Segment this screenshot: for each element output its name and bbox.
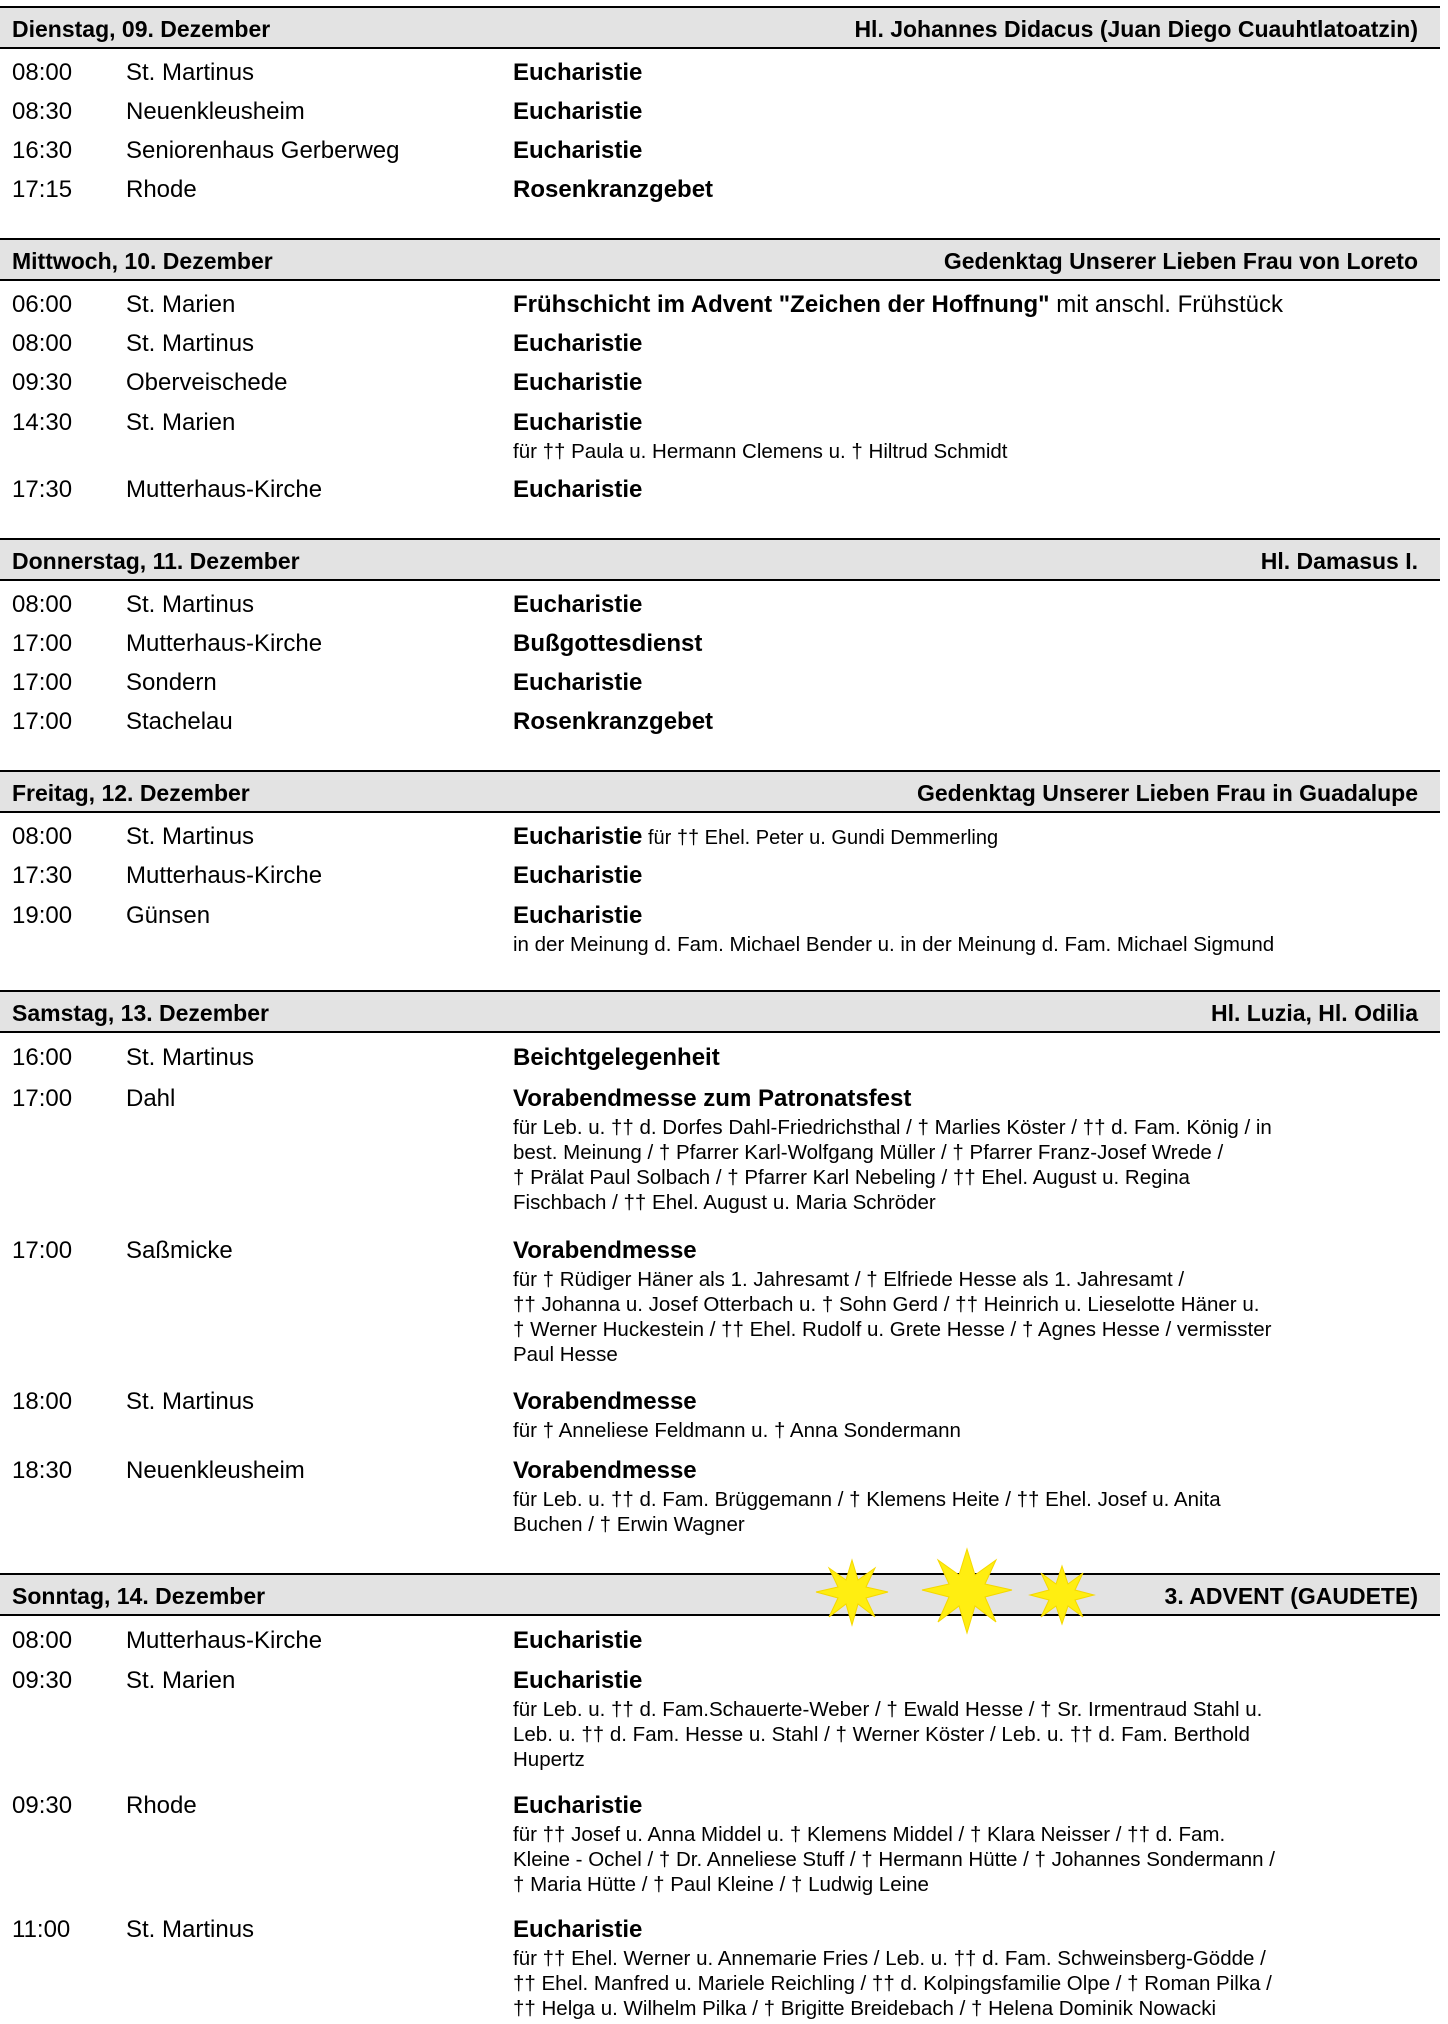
- note-line: für †† Paula u. Hermann Clemens u. † Hiltrud Schmidt: [513, 440, 1008, 463]
- service-place: Neuenkleusheim: [126, 1457, 305, 1484]
- service-note: [513, 1487, 1433, 1537]
- service-time: 17:00: [12, 669, 73, 696]
- service-time: 06:00: [12, 291, 73, 318]
- service-note: [513, 1418, 1433, 1443]
- service-place: Mutterhaus-Kirche: [126, 1627, 323, 1654]
- day-date: Samstag, 13. Dezember: [12, 1000, 269, 1026]
- day-friday: [0, 770, 1440, 813]
- service-title: Eucharistie: [513, 1792, 643, 1819]
- service-time: 17:30: [12, 862, 73, 889]
- service-title: Bußgottesdienst: [513, 630, 703, 657]
- service-place: St. Martinus: [126, 823, 255, 850]
- service-place: Oberveischede: [126, 369, 288, 396]
- day-header: [0, 1573, 1440, 1616]
- day-feast: Hl. Johannes Didacus (Juan Diego Cuauhtlatoatzin): [854, 16, 1418, 42]
- day-thursday: [0, 538, 1440, 581]
- note-line: für †† Ehel. Werner u. Annemarie Fries / Leb. u. †† d. Fam. Schweinsberg-Gödde /: [513, 1947, 1266, 1970]
- service-note: [513, 1946, 1433, 2021]
- service-title: Vorabendmesse: [513, 1388, 697, 1415]
- service-time: 17:00: [12, 708, 73, 735]
- service-title: Eucharistie: [513, 1667, 643, 1694]
- day-feast: Hl. Luzia, Hl. Odilia: [1210, 1000, 1418, 1026]
- service-title: Eucharistie: [513, 98, 643, 125]
- day-date: Donnerstag, 11. Dezember: [12, 548, 300, 574]
- note-line: für Leb. u. †† d. Fam.Schauerte-Weber / † Ewald Hesse / † Sr. Irmentraud Stahl u.: [513, 1698, 1263, 1721]
- service-note: [513, 1267, 1433, 1367]
- day-date: Dienstag, 09. Dezember: [12, 16, 271, 42]
- service-title-extra: mit anschl. Frühstück: [1049, 291, 1283, 318]
- service-time: 17:00: [12, 1085, 73, 1112]
- note-line: für †† Josef u. Anna Middel u. † Klemens Middel / † Klara Neisser / †† d. Fam.: [513, 1823, 1226, 1846]
- service-title: Rosenkranzgebet: [513, 708, 714, 735]
- service-title-text: Frühschicht im Advent "Zeichen der Hoffnung": [513, 291, 1050, 318]
- service-title-text: Eucharistie: [513, 823, 643, 850]
- day-date: Freitag, 12. Dezember: [12, 780, 250, 806]
- service-note: [513, 1115, 1433, 1215]
- service-time: 17:00: [12, 630, 73, 657]
- note-line: für † Rüdiger Häner als 1. Jahresamt / † Elfriede Hesse als 1. Jahresamt /: [513, 1268, 1185, 1291]
- service-time: 08:30: [12, 98, 73, 125]
- note-line: †† Helga u. Wilhelm Pilka / † Brigitte Breidebach / † Helena Dominik Nowacki: [513, 1997, 1217, 2020]
- service-time: 09:30: [12, 1667, 73, 1694]
- service-place: Seniorenhaus Gerberweg: [126, 137, 400, 164]
- note-line: in der Meinung d. Fam. Michael Bender u. in der Meinung d. Fam. Michael Sigmund: [513, 933, 1275, 956]
- day-wednesday: [0, 238, 1440, 281]
- day-header: [0, 6, 1440, 49]
- service-time: 18:00: [12, 1388, 73, 1415]
- service-title: Eucharistie: [513, 669, 643, 696]
- note-line: †† Ehel. Manfred u. Mariele Reichling / †† d. Kolpingsfamilie Olpe / † Roman Pilka /: [513, 1972, 1272, 1995]
- day-feast: 3. ADVENT (GAUDETE): [1164, 1583, 1418, 1609]
- service-title: Beichtgelegenheit: [513, 1044, 720, 1071]
- note-line: Kleine - Ochel / † Dr. Anneliese Stuff / † Hermann Hütte / † Johannes Sondermann /: [513, 1848, 1275, 1871]
- day-sunday: [0, 1573, 1440, 1616]
- note-line: best. Meinung / † Pfarrer Karl-Wolfgang Müller / † Pfarrer Franz-Josef Wrede /: [513, 1141, 1224, 1164]
- service-title: [513, 291, 1433, 319]
- service-time: 09:30: [12, 1792, 73, 1819]
- service-time: 11:00: [12, 1916, 71, 1943]
- day-tuesday: [0, 6, 1440, 49]
- day-feast: Gedenktag Unserer Lieben Frau in Guadalupe: [916, 780, 1418, 806]
- service-title: Vorabendmesse: [513, 1457, 697, 1484]
- note-line: † Prälat Paul Solbach / † Pfarrer Karl Nebeling / †† Ehel. August u. Regina: [513, 1166, 1190, 1189]
- service-time: 08:00: [12, 591, 73, 618]
- day-header: [0, 538, 1440, 581]
- note-line: Hupertz: [513, 1748, 585, 1771]
- service-place: Mutterhaus-Kirche: [126, 862, 323, 889]
- service-title: Eucharistie: [513, 137, 643, 164]
- service-place: Neuenkleusheim: [126, 98, 305, 125]
- service-time: 08:00: [12, 59, 73, 86]
- service-place: St. Marien: [126, 291, 236, 318]
- note-line: für Leb. u. †† d. Dorfes Dahl-Friedrichsthal / † Marlies Köster / †† d. Fam. König / in: [513, 1116, 1272, 1139]
- service-place: St. Martinus: [126, 1916, 255, 1943]
- service-place: Dahl: [126, 1085, 176, 1112]
- day-header: [0, 990, 1440, 1033]
- service-note: [513, 439, 1433, 464]
- service-place: St. Martinus: [126, 591, 255, 618]
- service-title: [513, 823, 1433, 852]
- service-title: Eucharistie: [513, 330, 643, 357]
- service-title: Eucharistie: [513, 1627, 643, 1654]
- service-time: 08:00: [12, 1627, 73, 1654]
- service-place: St. Marien: [126, 409, 236, 436]
- service-time: 17:00: [12, 1237, 73, 1264]
- service-time: 16:00: [12, 1044, 73, 1071]
- day-saturday: [0, 990, 1440, 1033]
- service-title: Eucharistie: [513, 369, 643, 396]
- service-note: [513, 932, 1433, 957]
- service-time: 17:30: [12, 476, 73, 503]
- note-line: † Werner Huckestein / †† Ehel. Rudolf u. Grete Hesse / † Agnes Hesse / vermisster: [513, 1318, 1272, 1341]
- note-line: †† Johanna u. Josef Otterbach u. † Sohn Gerd / †† Heinrich u. Lieselotte Häner u.: [513, 1293, 1260, 1316]
- service-time: 17:15: [12, 176, 73, 203]
- service-title-extra: für †† Ehel. Peter u. Gundi Demmerling: [642, 827, 999, 849]
- service-title: Eucharistie: [513, 591, 643, 618]
- service-title: Vorabendmesse zum Patronatsfest: [513, 1085, 912, 1112]
- service-place: Rhode: [126, 176, 197, 203]
- day-header: [0, 770, 1440, 813]
- note-line: Leb. u. †† d. Fam. Hesse u. Stahl / † Werner Köster / Leb. u. †† d. Fam. Berthold: [513, 1723, 1250, 1746]
- service-time: 18:30: [12, 1457, 73, 1484]
- service-title: Rosenkranzgebet: [513, 176, 714, 203]
- service-time: 09:30: [12, 369, 73, 396]
- service-time: 16:30: [12, 137, 73, 164]
- day-feast: Gedenktag Unserer Lieben Frau von Loreto: [943, 248, 1418, 274]
- day-date: Mittwoch, 10. Dezember: [12, 248, 273, 274]
- note-line: Paul Hesse: [513, 1343, 618, 1366]
- service-place: St. Marien: [126, 1667, 236, 1694]
- service-place: St. Martinus: [126, 1044, 255, 1071]
- service-place: St. Martinus: [126, 59, 255, 86]
- service-title: Vorabendmesse: [513, 1237, 697, 1264]
- service-note: [513, 1697, 1433, 1772]
- service-place: Rhode: [126, 1792, 197, 1819]
- service-title: Eucharistie: [513, 59, 643, 86]
- service-title: Eucharistie: [513, 476, 643, 503]
- service-place: Günsen: [126, 902, 211, 929]
- service-place: Stachelau: [126, 708, 233, 735]
- note-line: für Leb. u. †† d. Fam. Brüggemann / † Klemens Heite / †† Ehel. Josef u. Anita: [513, 1488, 1221, 1511]
- service-title: Eucharistie: [513, 862, 643, 889]
- day-date: Sonntag, 14. Dezember: [12, 1583, 266, 1609]
- service-place: Mutterhaus-Kirche: [126, 630, 323, 657]
- service-place: St. Martinus: [126, 1388, 255, 1415]
- day-header: [0, 238, 1440, 281]
- service-place: Saßmicke: [126, 1237, 233, 1264]
- service-title: Eucharistie: [513, 1916, 643, 1943]
- service-title: Eucharistie: [513, 902, 643, 929]
- service-note: [513, 1822, 1433, 1897]
- service-time: 14:30: [12, 409, 73, 436]
- service-title: Eucharistie: [513, 409, 643, 436]
- service-place: St. Martinus: [126, 330, 255, 357]
- note-line: Fischbach / †† Ehel. August u. Maria Schröder: [513, 1191, 936, 1214]
- service-time: 08:00: [12, 330, 73, 357]
- note-line: für † Anneliese Feldmann u. † Anna Sondermann: [513, 1419, 961, 1442]
- service-place: Mutterhaus-Kirche: [126, 476, 323, 503]
- service-place: Sondern: [126, 669, 217, 696]
- note-line: † Maria Hütte / † Paul Kleine / † Ludwig Leine: [513, 1873, 929, 1896]
- day-feast: Hl. Damasus I.: [1260, 548, 1418, 574]
- service-time: 19:00: [12, 902, 73, 929]
- note-line: Buchen / † Erwin Wagner: [513, 1513, 745, 1536]
- service-time: 08:00: [12, 823, 73, 850]
